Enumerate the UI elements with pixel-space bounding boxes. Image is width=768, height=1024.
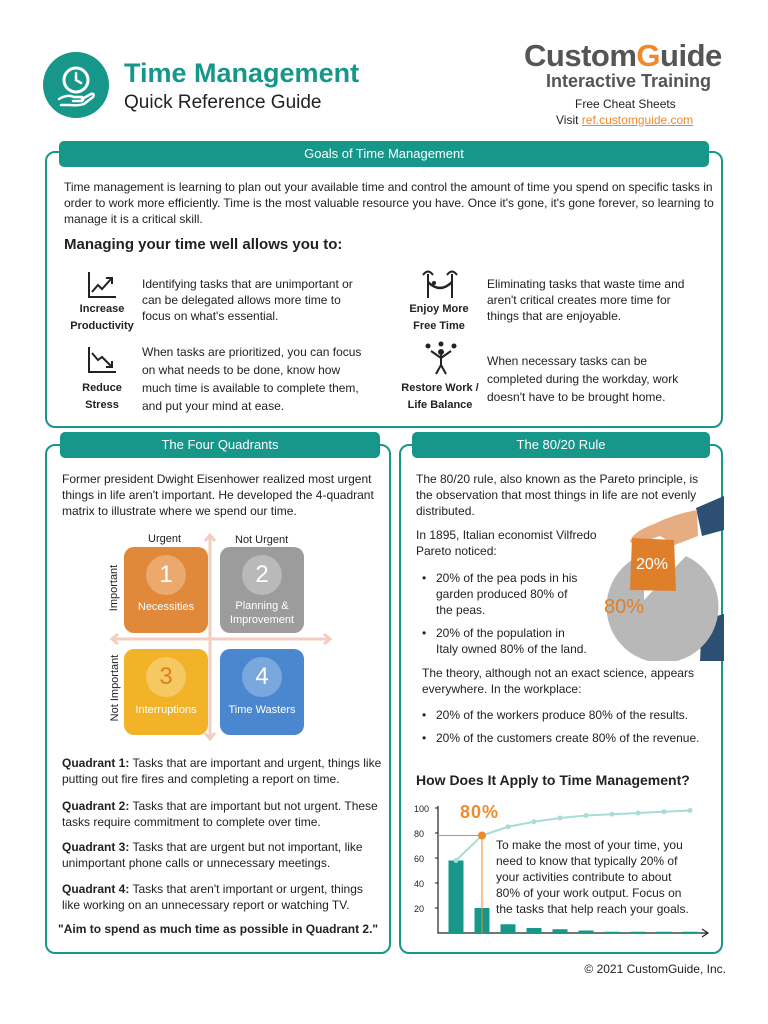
cumulative-point — [558, 816, 563, 821]
brand-part-a: Custom — [524, 38, 637, 73]
cumulative-point — [506, 824, 511, 829]
brand-logo — [524, 38, 722, 74]
y-tick-label: 80 — [414, 829, 425, 839]
apply-text: To make the most of your time, you need to know that typically 20% of your activities contribute to about 80% of your work output. Focus on the tasks that help reach your goals. — [496, 837, 696, 917]
bar — [683, 932, 698, 933]
bar — [501, 924, 516, 933]
hammock-icon — [422, 268, 458, 305]
benefit-label-line-2: Productivity — [70, 320, 134, 332]
quadrant-item-text: Tasks that are important and urgent, things like putting out fire fires and completing a report on time. — [62, 756, 382, 786]
axis-label-not-urgent: Not Urgent — [235, 534, 289, 546]
benefit-label-stress — [60, 380, 144, 414]
clock-hand-icon — [43, 52, 109, 118]
benefit-label-line-2: Free Time — [413, 320, 465, 332]
brand-visit-line — [556, 113, 693, 127]
benefit-label-line-2: Stress — [85, 399, 119, 411]
cumulative-point — [662, 809, 667, 814]
quadrant-matrix — [104, 527, 334, 747]
quadrant-box-4 — [220, 649, 304, 735]
brand-link[interactable]: ref.customguide.com — [581, 113, 694, 127]
quadrant-quote: "Aim to spend as much time as possible in Quadrant 2." — [58, 922, 379, 936]
pareto-noticed: In 1895, Italian economist Vilfredo Pareto noticed: — [416, 528, 597, 558]
quadrant-label-2a: Planning & — [235, 600, 289, 612]
bar — [527, 928, 542, 933]
trend-down-icon — [86, 345, 118, 380]
bar — [605, 932, 620, 933]
benefit-text-balance — [487, 352, 697, 406]
pareto-bullets-1 — [422, 570, 587, 657]
brand-part-c: uide — [660, 38, 722, 73]
quadrant-label-3: Interruptions — [135, 704, 197, 716]
y-tick-label: 100 — [414, 804, 430, 814]
goals-subheading: Managing your time well allows you to: — [64, 236, 343, 253]
quadrant-item-4 — [62, 881, 382, 913]
quadrant-item-text: Tasks that are important but not urgent. These tasks require commitment to complete over time. — [62, 799, 378, 829]
quadrant-number-1: 1 — [146, 555, 186, 595]
quadrants-heading: The Four Quadrants — [60, 432, 380, 458]
quadrant-number-2: 2 — [242, 555, 282, 595]
quadrants-intro: Former president Dwight Eisenhower realized most urgent things in life aren't important. He developed the 4-quadrant matrix to illustrate where we spend our time. — [62, 472, 374, 518]
quadrant-item-text: Tasks that are urgent but not important, like unimportant phone calls or unnecessary meetings. — [62, 840, 363, 870]
benefit-text-productivity: Identifying tasks that are unimportant or can be delegated allows more time to focus on what's essential. — [142, 277, 353, 323]
quadrant-item-2 — [62, 798, 382, 830]
quadrant-label-4: Time Wasters — [228, 704, 296, 716]
pareto-theory: The theory, although not an exact science, appears everywhere. In the workplace: — [422, 666, 694, 696]
y-tick-label: 40 — [414, 879, 425, 889]
axis-label-urgent: Urgent — [148, 533, 182, 545]
y-tick-label: 60 — [414, 854, 425, 864]
benefit-label-free-time — [396, 301, 482, 335]
quadrant-label-2b: Improvement — [229, 614, 295, 626]
cumulative-point — [454, 858, 459, 863]
bar — [657, 932, 672, 933]
quadrant-number-4: 4 — [242, 657, 282, 697]
benefit-text-stress-content: When tasks are prioritized, you can focus on what needs to be done, know how much time is available to complete them, and put your mind at ease. — [142, 345, 362, 413]
benefit-label-line-2: Life Balance — [407, 399, 473, 411]
benefit-text-balance-content: When necessary tasks can be completed during the workday, work doesn't have to be brought home. — [487, 354, 679, 404]
pareto-heading: The 80/20 Rule — [412, 432, 710, 458]
goals-intro: Time management is learning to plan out your available time and control the amount of time you spend on specific tasks in order to work more efficiently. Time is the most valuable resource you have. Once it's gone, it's gone forever, so learning to manage it is a critical skill. — [64, 180, 714, 226]
pie-label-20: 20% — [636, 556, 669, 573]
cumulative-point — [636, 811, 641, 816]
highlight-point — [478, 832, 486, 840]
quadrant-item-title: Quadrant 3: — [62, 840, 130, 854]
quadrant-item-text: Tasks that aren't important or urgent, things like working on an unnecessary report or watching TV. — [62, 882, 363, 912]
quadrant-box-1 — [124, 547, 208, 633]
brand-tagline: Interactive Training — [546, 71, 712, 91]
benefit-label-line-1: Increase — [79, 303, 125, 315]
bar — [553, 929, 568, 933]
benefit-label-line-1: Reduce — [82, 382, 122, 394]
quadrant-item-title: Quadrant 1: — [62, 756, 130, 770]
axis-label-important: Important — [108, 564, 120, 612]
brand-cheat-sheets: Free Cheat Sheets — [575, 97, 676, 111]
chart-callout-80: 80% — [460, 802, 500, 822]
quadrant-box-2 — [220, 547, 304, 633]
quadrant-box-3 — [124, 649, 208, 735]
benefit-text-stress — [142, 343, 364, 415]
page-title: Time Management — [124, 58, 360, 88]
footer-copyright: © 2021 CustomGuide, Inc. — [584, 962, 726, 976]
cumulative-point — [610, 812, 615, 817]
quadrant-item-title: Quadrant 4: — [62, 882, 130, 896]
pareto-bullet: • 20% of the pea pods in his garden produced 80% of the peas. — [422, 570, 587, 618]
pareto-bullet: • 20% of the customers create 80% of the revenue. — [422, 730, 712, 746]
quadrant-number-3: 3 — [146, 657, 186, 697]
axis-label-not-important: Not Important — [109, 654, 121, 722]
cumulative-point — [532, 819, 537, 824]
page-subtitle: Quick Reference Guide — [124, 92, 322, 113]
brand-visit-label: Visit — [556, 113, 582, 127]
brand-part-b: G — [636, 38, 661, 73]
quadrant-label-1: Necessities — [137, 601, 195, 613]
cumulative-point — [584, 813, 589, 818]
quadrant-item-3 — [62, 839, 382, 871]
pareto-bullet: • 20% of the workers produce 80% of the results. — [422, 707, 712, 723]
pie-chart-graphic — [574, 496, 724, 661]
bar — [579, 931, 594, 934]
y-tick-label: 20 — [414, 904, 425, 914]
benefit-label-line-1: Restore Work / — [401, 382, 479, 394]
juggler-icon — [423, 341, 459, 382]
quadrant-item-title: Quadrant 2: — [62, 799, 130, 813]
benefit-label-line-1: Enjoy More — [409, 303, 469, 315]
trend-up-icon — [86, 270, 118, 305]
apply-heading: How Does It Apply to Time Management? — [416, 772, 690, 788]
bar — [631, 932, 646, 933]
pareto-intro: The 80/20 rule, also known as the Pareto principle, is the observation that most things in life are not evenly distributed. — [416, 472, 699, 518]
pareto-bullet: • 20% of the population in Italy owned 80% of the land. — [422, 625, 587, 657]
benefit-label-productivity — [60, 301, 144, 335]
pie-hands-illustration — [574, 496, 724, 661]
bar — [449, 861, 464, 934]
cumulative-point — [688, 808, 693, 813]
pie-label-80: 80% — [604, 596, 645, 618]
benefit-label-balance — [394, 380, 486, 414]
pareto-bullets-2 — [422, 707, 712, 746]
y-ticks — [414, 804, 438, 914]
pareto-chart — [410, 799, 715, 944]
goals-heading: Goals of Time Management — [59, 141, 709, 167]
benefit-text-free-time: Eliminating tasks that waste time and aren't critical creates more time for things that are enjoyable. — [487, 277, 685, 323]
quadrant-item-1 — [62, 755, 382, 787]
